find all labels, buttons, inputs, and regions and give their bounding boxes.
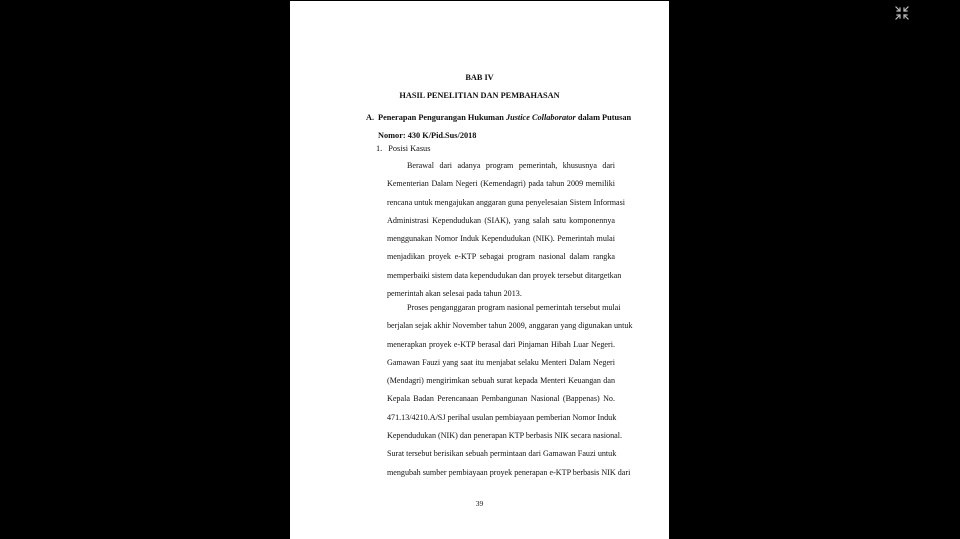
page-number: 39 <box>475 499 484 508</box>
paragraph-line: Kependudukan (NIK) dan penerapan KTP berbasis NIK secara nasional. <box>387 431 623 441</box>
exit-fullscreen-icon <box>894 5 910 21</box>
section-marker: A. <box>366 113 375 122</box>
paragraph-line: (Mendagri) mengirimkan sebuah surat kepada Menteri Keuangan dan <box>387 376 615 386</box>
subsection-heading <box>376 144 430 154</box>
paragraph-line: menerapkan proyek e-KTP berasal dari Pinjaman Hibah Luar Negeri. <box>387 339 615 349</box>
paragraph-1 <box>387 161 626 307</box>
exit-fullscreen-button[interactable] <box>894 5 910 21</box>
paragraph-line: rencana untuk mengajukan anggaran guna penyelesaian Sistem Informasi <box>387 197 626 207</box>
paragraph-line: pemerintah akan selesai pada tahun 2013. <box>387 289 522 299</box>
chapter-title: HASIL PENELITIAN DAN PEMBAHASAN <box>399 91 560 100</box>
paragraph-line: Kementerian Dalam Negeri (Kemendagri) pada tahun 2009 memiliki <box>387 179 615 189</box>
paragraph-line: Kepala Badan Perencanaan Pembangunan Nasional (Bappenas) No. <box>387 394 615 404</box>
paragraph-line: menjadikan proyek e-KTP sebagai program nasional dalam rangka <box>387 252 615 262</box>
subsection-marker: 1. <box>376 144 383 153</box>
paragraph-line: Proses penganggaran program nasional pemerintah tersebut mulai <box>407 303 621 312</box>
section-title-text: Penerapan Pengurangan Hukuman <box>378 113 506 122</box>
section-title-line-2: Nomor: 430 K/Pid.Sus/2018 <box>378 131 477 140</box>
paragraph-line: Surat tersebut berisikan sebuah permintaan dari Gamawan Fauzi untuk <box>387 449 617 459</box>
paragraph-line: berjalan sejak akhir November tahun 2009, anggaran yang digunakan untuk <box>387 321 633 331</box>
paragraph-line: menggunakan Nomor Induk Kependudukan (NIK). Pemerintah mulai <box>387 234 615 244</box>
document-page <box>290 1 669 539</box>
paragraph-line: 471.13/4210.A/SJ perihal usulan pembiayaan pemberian Nomor Induk <box>387 412 617 422</box>
paragraph-line: mengubah sumber pembiayaan proyek penerapan e-KTP berbasis NIK dari <box>387 467 631 477</box>
paragraph-line: Administrasi Kependudukan (SIAK), yang salah satu komponennya <box>387 215 615 225</box>
paragraph-line: memperbaiki sistem data kependudukan dan proyek tersebut ditargetkan <box>387 270 622 280</box>
chapter-heading: BAB IV <box>465 73 494 82</box>
section-title-text-end: dalam Putusan <box>577 113 632 122</box>
section-title-italic: Justice Collaborator <box>505 113 576 122</box>
section-title-line-1 <box>378 109 632 127</box>
paragraph-line: Berawal dari adanya program pemerintah, khususnya dari <box>407 161 615 170</box>
paragraph-2 <box>387 303 633 486</box>
subsection-title: Posisi Kasus <box>388 144 431 153</box>
paragraph-line: Gamawan Fauzi yang saat itu menjabat selaku Menteri Dalam Negeri <box>387 357 615 367</box>
